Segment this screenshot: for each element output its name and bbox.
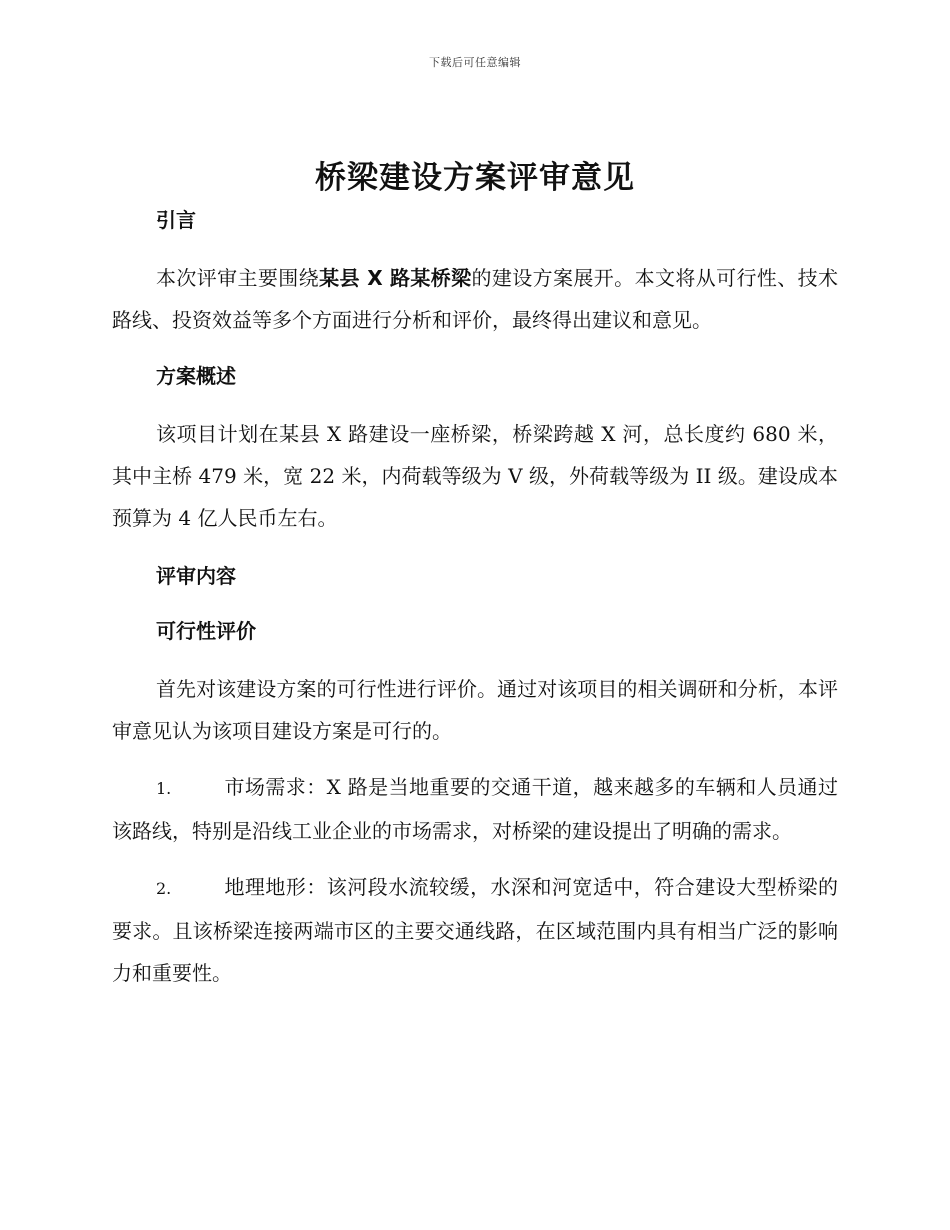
intro-paragraph — [112, 257, 838, 341]
list-item-text: 地理地形：该河段水流较缓，水深和河宽适中，符合建设大型桥梁的要求。且该桥梁连接两端市区的主要交通线路，在区域范围内具有相当广泛的影响力和重要性。 — [112, 875, 838, 985]
list-item-text: 市场需求：X 路是当地重要的交通干道，越来越多的车辆和人员通过该路线，特别是沿线工业企业的市场需求，对桥梁的建设提出了明确的需求。 — [112, 775, 838, 843]
overview-heading: 方案概述 — [156, 364, 236, 388]
intro-text-bold: 某县 X 路某桥梁 — [319, 266, 472, 290]
list-item-number: 2. — [156, 879, 172, 898]
header-note: 下载后可任意编辑 — [429, 56, 521, 69]
document-title: 桥梁建设方案评审意见 — [315, 160, 635, 196]
list-item — [112, 866, 838, 994]
feasibility-paragraph: 首先对该建设方案的可行性进行评价。通过对该项目的相关调研和分析，本评审意见认为该项目建设方案是可行的。 — [112, 677, 838, 743]
list-item — [112, 766, 838, 852]
intro-text-post: 的建设方案展开。本文将从可行性、技术路线、投资效益等多个方面进行分析和评价，最终得出建议和意见。 — [112, 266, 839, 332]
feasibility-heading: 可行性评价 — [156, 619, 256, 643]
list-item-number: 1. — [156, 779, 172, 798]
intro-text-pre: 本次评审主要围绕 — [156, 266, 320, 290]
document-body — [112, 200, 838, 994]
overview-paragraph: 该项目计划在某县 X 路建设一座桥梁，桥梁跨越 X 河，总长度约 680 米，其中主桥 479 米，宽 22 米，内荷载等级为 V 级，外荷载等级为 II 级。建设成本预算为 4 亿人民币左右。 — [112, 422, 838, 530]
review-heading: 评审内容 — [156, 564, 236, 588]
intro-heading: 引言 — [156, 208, 196, 232]
